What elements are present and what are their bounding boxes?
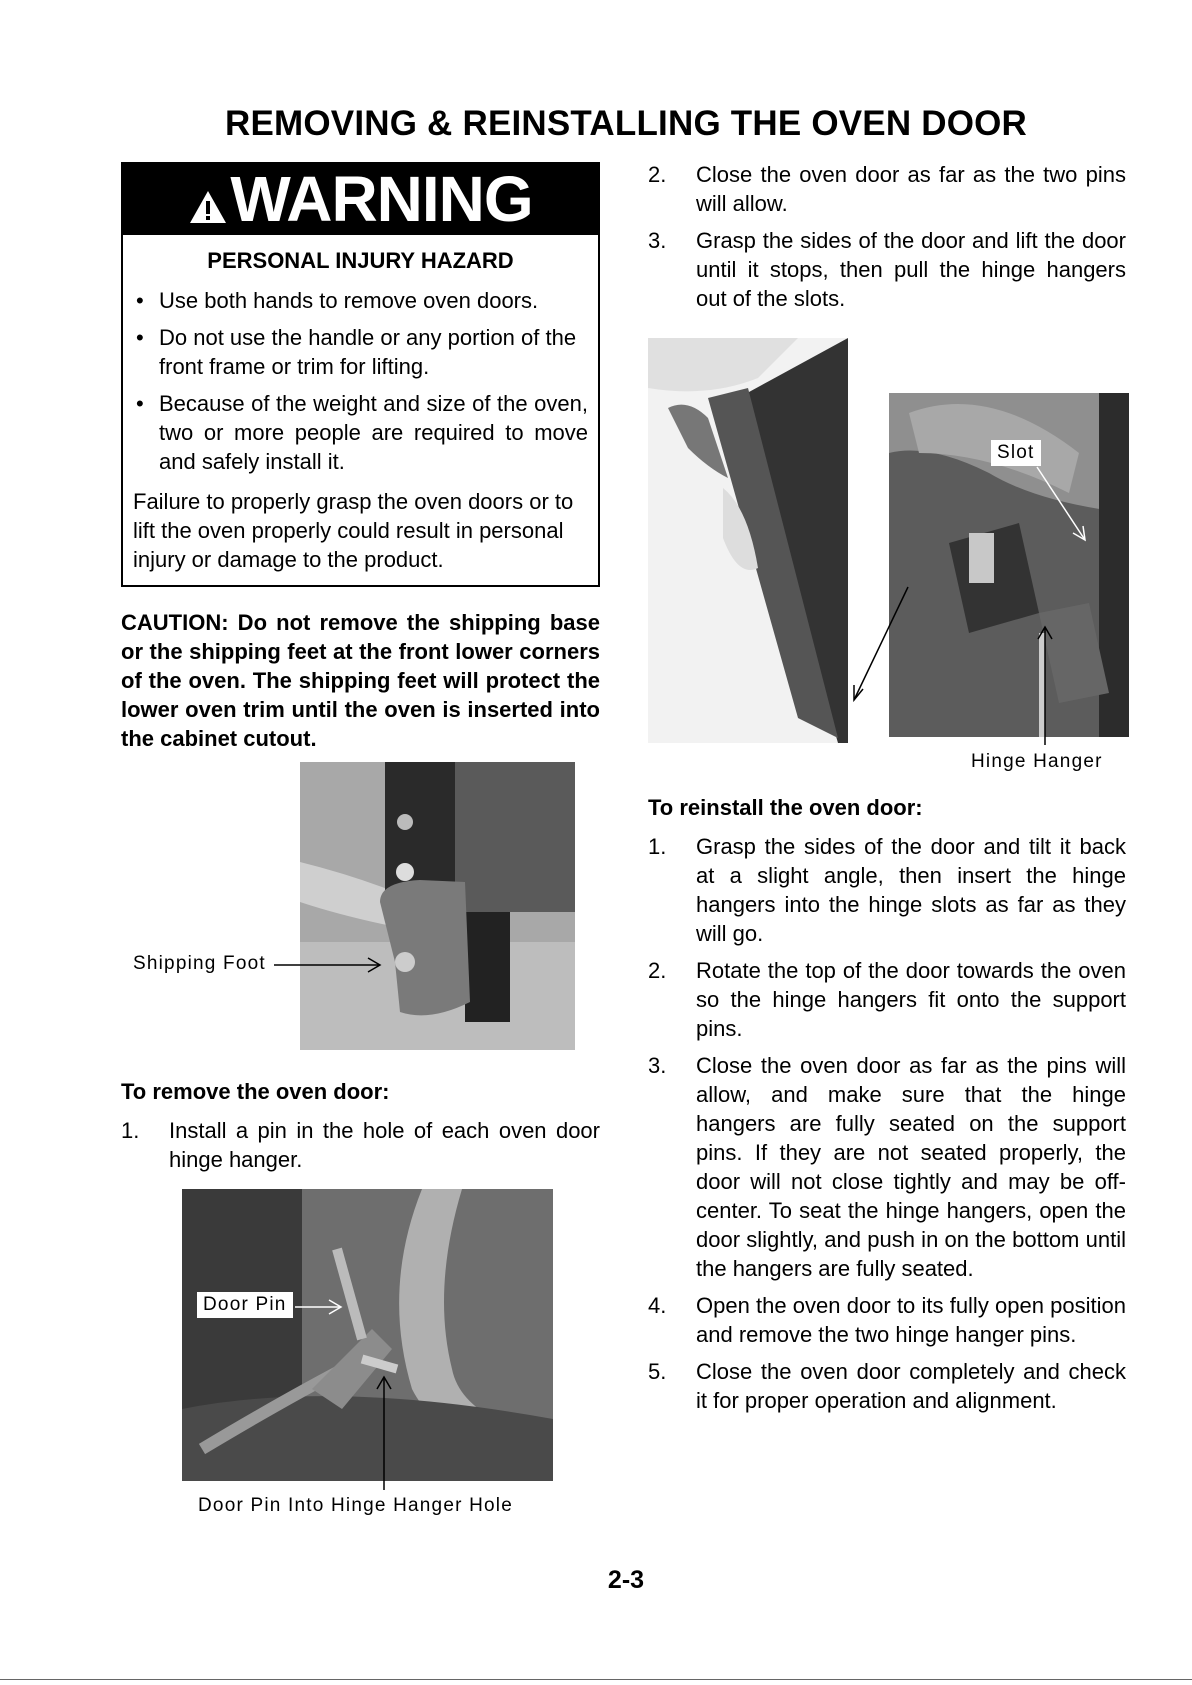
warning-bullets — [133, 286, 588, 484]
hazard-title: PERSONAL INJURY HAZARD — [207, 248, 514, 273]
door-pin-label: Door Pin — [197, 1292, 293, 1318]
reinstall-step: 1. Grasp the sides of the door and tilt it back at a slight angle, then insert the hinge hangers into the hinge slots as far as they will go. — [648, 834, 1126, 946]
slot-label: Slot — [991, 440, 1041, 466]
page-number: 2-3 — [607, 1566, 645, 1594]
remove-steps-left — [121, 1116, 600, 1182]
warning-label: WARNING — [230, 163, 533, 235]
door-edge-arrow-icon — [850, 585, 910, 705]
warning-box — [121, 162, 600, 587]
warning-bullet: • Because of the weight and size of the oven, two or more people are required to move and safely install it. — [136, 391, 588, 474]
remove-steps-right — [648, 160, 1126, 321]
reinstall-step: 4. Open the oven door to its fully open position and remove the two hinge hanger pins. — [648, 1293, 1126, 1347]
shipping-foot-arrow-icon — [274, 955, 384, 975]
hinge-hanger-arrow-icon — [1033, 625, 1057, 745]
reinstall-step: 2. Rotate the top of the door towards the oven so the hinge hangers fit onto the support pins. — [648, 958, 1126, 1041]
warning-bullet: • Do not use the handle or any portion of the front frame or trim for lifting. — [136, 325, 577, 379]
warning-failure-text: Failure to properly grasp the oven doors or to lift the oven properly could result in personal injury or damage to the product. — [133, 489, 574, 572]
warning-bullet: • Use both hands to remove oven doors. — [136, 288, 539, 313]
footer-divider — [0, 1679, 1192, 1680]
shipping-foot-photo — [300, 762, 575, 1050]
door-lift-photo — [648, 338, 863, 743]
remove-step: 3. Grasp the sides of the door and lift the door until it stops, then pull the hinge hangers out of the slots. — [648, 228, 1126, 311]
remove-heading: To remove the oven door: — [121, 1079, 390, 1104]
caution-text: CAUTION: Do not remove the shipping base or the shipping feet at the front lower corners of the oven. The shipping feet will protect the lower oven trim until the oven is inserted into the cabinet cutout. — [121, 610, 600, 751]
warning-header — [123, 164, 598, 235]
door-pin-hole-label: Door Pin Into Hinge Hanger Hole — [198, 1495, 513, 1516]
door-pin-hole-arrow-icon — [372, 1375, 396, 1490]
door-pin-arrow-icon — [295, 1295, 345, 1319]
remove-step: 1. Install a pin in the hole of each oven door hinge hanger. — [121, 1118, 600, 1172]
warning-triangle-icon — [188, 189, 228, 225]
reinstall-step: 5. Close the oven door completely and check it for proper operation and alignment. — [648, 1359, 1126, 1413]
shipping-foot-label: Shipping Foot — [133, 953, 266, 974]
hinge-hanger-label: Hinge Hanger — [971, 751, 1103, 772]
reinstall-steps — [648, 832, 1126, 1423]
reinstall-step: 3. Close the oven door as far as the pins will allow, and make sure that the hinge hangers are fully seated on the support pins. If they are not seated properly, the door will not close tightly and may be off-center. To seat the hinge hangers, open the door slightly, and push in on the bottom until the hangers are fully seated. — [648, 1053, 1126, 1281]
door-pin-photo — [182, 1189, 553, 1481]
page-title: REMOVING & REINSTALLING THE OVEN DOOR — [224, 104, 1028, 143]
slot-arrow-icon — [1035, 465, 1090, 545]
reinstall-heading: To reinstall the oven door: — [648, 795, 923, 820]
remove-step: 2. Close the oven door as far as the two pins will allow. — [648, 162, 1126, 216]
